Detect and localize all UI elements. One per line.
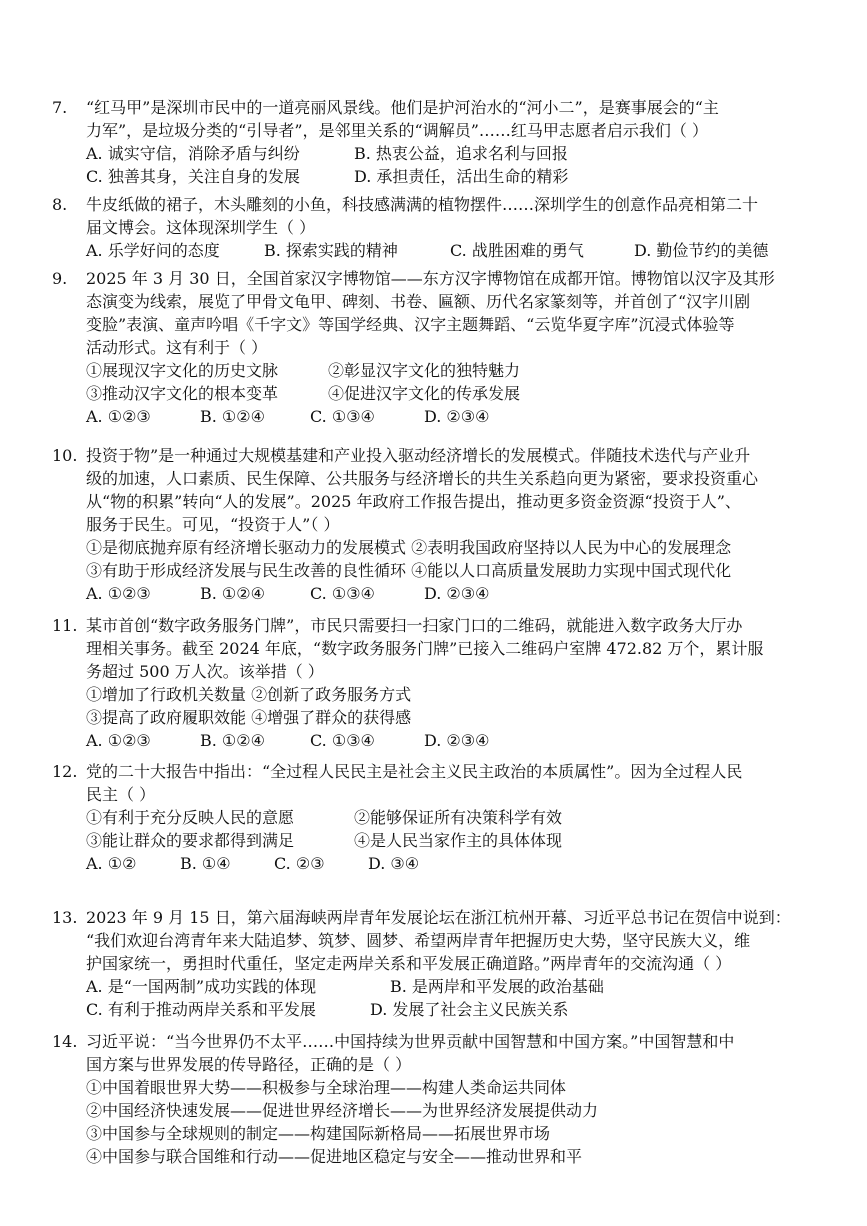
stem-line <box>52 96 832 119</box>
option-b: B. ①②④ <box>200 584 265 603</box>
stem-text: “我们欢迎台湾青年来大陆追梦、筑梦、圆梦、希望两岸青年把握历史大势，坚守民族大义，维 <box>86 931 751 950</box>
option-b: B. 探索实践的精神 <box>264 241 398 260</box>
stem-text: 级的加速，人口素质、民生保障、公共服务与经济增长的共生关系趋向更为紧密，要求投资重心 <box>86 469 759 488</box>
stem-line <box>52 193 832 216</box>
stem-text: 某市首创“数字政务服务门牌”，市民只需要扫一扫家门口的二维码，就能进入数字政务大厅办 <box>86 616 743 635</box>
option-a: A. 是“一国两制”成功实践的体现 <box>86 977 317 996</box>
option-a: A. ①②③ <box>86 731 151 750</box>
stem-line <box>52 513 832 536</box>
option-c: C. ①③④ <box>310 407 375 426</box>
question-14 <box>52 1030 832 1168</box>
statement-row <box>52 683 832 706</box>
option-a: A. ①②③ <box>86 407 151 426</box>
statement-2: ②彰显汉字文化的独特魅力 <box>328 361 521 380</box>
question-12 <box>52 760 832 875</box>
option-b: B. 是两岸和平发展的政治基础 <box>390 977 604 996</box>
stem-line <box>52 290 832 313</box>
question-7 <box>52 96 832 188</box>
statement-3-4: ③有助于形成经济发展与民生改善的良性循环 ④能以人口高质量发展助力实现中国式现代化 <box>86 561 732 580</box>
question-number: 11. <box>52 616 78 635</box>
stem-line <box>52 1030 832 1053</box>
option-d: D. ③④ <box>368 854 420 873</box>
statement-1-2: ①增加了行政机关数量 ②创新了政务服务方式 <box>86 685 412 704</box>
question-number: 7. <box>52 98 68 117</box>
option-b: B. ①②④ <box>200 407 265 426</box>
stem-text: 投资于物”是一种通过大规模基建和产业投入驱动经济增长的发展模式。伴随技术迭代与产业升 <box>86 446 751 465</box>
option-a: A. ①② <box>86 854 137 873</box>
option-row <box>52 729 832 752</box>
stem-text: 2025 年 3 月 30 日，全国首家汉字博物馆——东方汉字博物馆在成都开馆。博物馆以汉字及其形 <box>86 269 775 288</box>
stem-line <box>52 444 832 467</box>
stem-text: 态演变为线索，展览了甲骨文龟甲、碑刻、书卷、匾额、历代名家篆刻等，并首创了“汉字川剧 <box>86 292 751 311</box>
stem-line <box>52 637 832 660</box>
statement-1: ①中国着眼世界大势——积极参与全球治理——构建人类命运共同体 <box>86 1078 567 1097</box>
option-row <box>52 165 832 188</box>
stem-line <box>52 929 832 952</box>
question-8 <box>52 193 832 262</box>
stem-text: 习近平说：“当今世界仍不太平……中国持续为世界贡献中国智慧和中国方案。”中国智慧和中 <box>86 1032 735 1051</box>
statement-1: ①有利于充分反映人民的意愿 <box>86 808 295 827</box>
statement-4: ④促进汉字文化的传承发展 <box>328 384 521 403</box>
option-row <box>52 852 832 875</box>
statement-row <box>52 359 832 382</box>
option-c: C. 战胜困难的勇气 <box>450 241 584 260</box>
stem-line <box>52 119 832 142</box>
statement-row <box>52 1122 832 1145</box>
option-row <box>52 975 832 998</box>
option-c: C. 有利于推动两岸关系和平发展 <box>86 1000 316 1019</box>
statement-3: ③推动汉字文化的根本变革 <box>86 384 279 403</box>
stem-line <box>52 614 832 637</box>
option-d: D. 发展了社会主义民族关系 <box>370 1000 569 1019</box>
statement-4: ④是人民当家作主的具体体现 <box>354 831 563 850</box>
option-b: B. ①④ <box>180 854 231 873</box>
option-d: D. ②③④ <box>424 407 490 426</box>
question-number: 12. <box>52 762 78 781</box>
statement-row <box>52 706 832 729</box>
stem-line <box>52 490 832 513</box>
statement-2: ②中国经济快速发展——促进世界经济增长——为世界经济发展提供动力 <box>86 1101 599 1120</box>
stem-line <box>52 313 832 336</box>
option-d: D. 承担责任，活出生命的精彩 <box>354 167 569 186</box>
stem-text: 民主（ ） <box>86 785 156 804</box>
option-row <box>52 405 832 428</box>
question-number: 10. <box>52 446 78 465</box>
stem-text: 国方案与世界发展的传导路径，正确的是（ ） <box>86 1055 412 1074</box>
statement-row <box>52 536 832 559</box>
question-number: 8. <box>52 195 68 214</box>
option-row <box>52 998 832 1021</box>
question-9 <box>52 267 832 428</box>
statement-1: ①展现汉字文化的历史文脉 <box>86 361 279 380</box>
statement-3: ③中国参与全球规则的制定——构建国际新格局——拓展世界市场 <box>86 1124 551 1143</box>
question-13 <box>52 906 832 1021</box>
option-c: C. 独善其身，关注自身的发展 <box>86 167 300 186</box>
statement-row <box>52 1076 832 1099</box>
stem-line <box>52 267 832 290</box>
option-a: A. 乐学好问的态度 <box>86 241 220 260</box>
stem-text: 力军”，是垃圾分类的“引导者”，是邻里关系的“调解员”……红马甲志愿者启示我们（ ） <box>86 121 708 140</box>
statement-row <box>52 382 832 405</box>
stem-text: 从“物的积累”转向“人的发展”。2025 年政府工作报告提出，推动更多资金资源“投资于人”、 <box>86 492 741 511</box>
stem-line <box>52 1053 832 1076</box>
statement-row <box>52 806 832 829</box>
stem-line <box>52 952 832 975</box>
statement-row <box>52 829 832 852</box>
option-b: B. 热衷公益，追求名利与回报 <box>354 144 568 163</box>
stem-text: “红马甲”是深圳市民中的一道亮丽风景线。他们是护河治水的“河小二”，是赛事展会的“主 <box>86 98 719 117</box>
option-row <box>52 239 832 262</box>
stem-line <box>52 906 832 929</box>
question-number: 13. <box>52 908 78 927</box>
statement-2: ②能够保证所有决策科学有效 <box>354 808 563 827</box>
statement-3-4: ③提高了政府履职效能 ④增强了群众的获得感 <box>86 708 412 727</box>
statement-row <box>52 1145 832 1168</box>
stem-text: 护国家统一，勇担时代重任，坚定走两岸关系和平发展正确道路。”两岸青年的交流沟通（ ） <box>86 954 732 973</box>
stem-line <box>52 760 832 783</box>
statement-3: ③能让群众的要求都得到满足 <box>86 831 295 850</box>
option-c: C. ②③ <box>274 854 325 873</box>
stem-text: 牛皮纸做的裙子，木头雕刻的小鱼，科技感满满的植物摆件……深圳学生的创意作品亮相第二十 <box>86 195 759 214</box>
option-d: D. ②③④ <box>424 584 490 603</box>
question-10 <box>52 444 832 605</box>
option-b: B. ①②④ <box>200 731 265 750</box>
option-c: C. ①③④ <box>310 584 375 603</box>
stem-text: 服务于民生。可见，“投资于人”（ ） <box>86 515 340 534</box>
option-c: C. ①③④ <box>310 731 375 750</box>
stem-text: 变脸”表演、童声吟唱《千字文》等国学经典、汉字主题舞蹈、“云览华夏字库”沉浸式体验等 <box>86 315 735 334</box>
question-number: 9. <box>52 269 68 288</box>
stem-line <box>52 660 832 683</box>
stem-text: 理相关事务。截至 2024 年底，“数字政务服务门牌”已接入二维码户室牌 472.82 万个，累计服 <box>86 639 764 658</box>
stem-text: 活动形式。这有利于（ ） <box>86 338 268 357</box>
option-row <box>52 582 832 605</box>
statement-row <box>52 1099 832 1122</box>
option-d: D. ②③④ <box>424 731 490 750</box>
stem-line <box>52 467 832 490</box>
stem-line <box>52 336 832 359</box>
stem-text: 届文博会。这体现深圳学生（ ） <box>86 218 316 237</box>
statement-4: ④中国参与联合国维和行动——促进地区稳定与安全——推动世界和平 <box>86 1147 583 1166</box>
stem-line <box>52 216 832 239</box>
question-number: 14. <box>52 1032 78 1051</box>
stem-text: 党的二十大报告中指出：“全过程人民民主是社会主义民主政治的本质属性”。因为全过程人民 <box>86 762 743 781</box>
statement-1-2: ①是彻底抛弃原有经济增长驱动力的发展模式 ②表明我国政府坚持以人民为中心的发展理念 <box>86 538 732 557</box>
question-11 <box>52 614 832 752</box>
stem-text: 2023 年 9 月 15 日，第六届海峡两岸青年发展论坛在浙江杭州开幕、习近平总书记在贺信中说到： <box>86 908 791 927</box>
option-row <box>52 142 832 165</box>
option-d: D. 勤俭节约的美德 <box>634 241 769 260</box>
stem-text: 务超过 500 万人次。该举措（ ） <box>86 662 324 681</box>
option-a: A. ①②③ <box>86 584 151 603</box>
option-a: A. 诚实守信，消除矛盾与纠纷 <box>86 144 300 163</box>
statement-row <box>52 559 832 582</box>
stem-line <box>52 783 832 806</box>
